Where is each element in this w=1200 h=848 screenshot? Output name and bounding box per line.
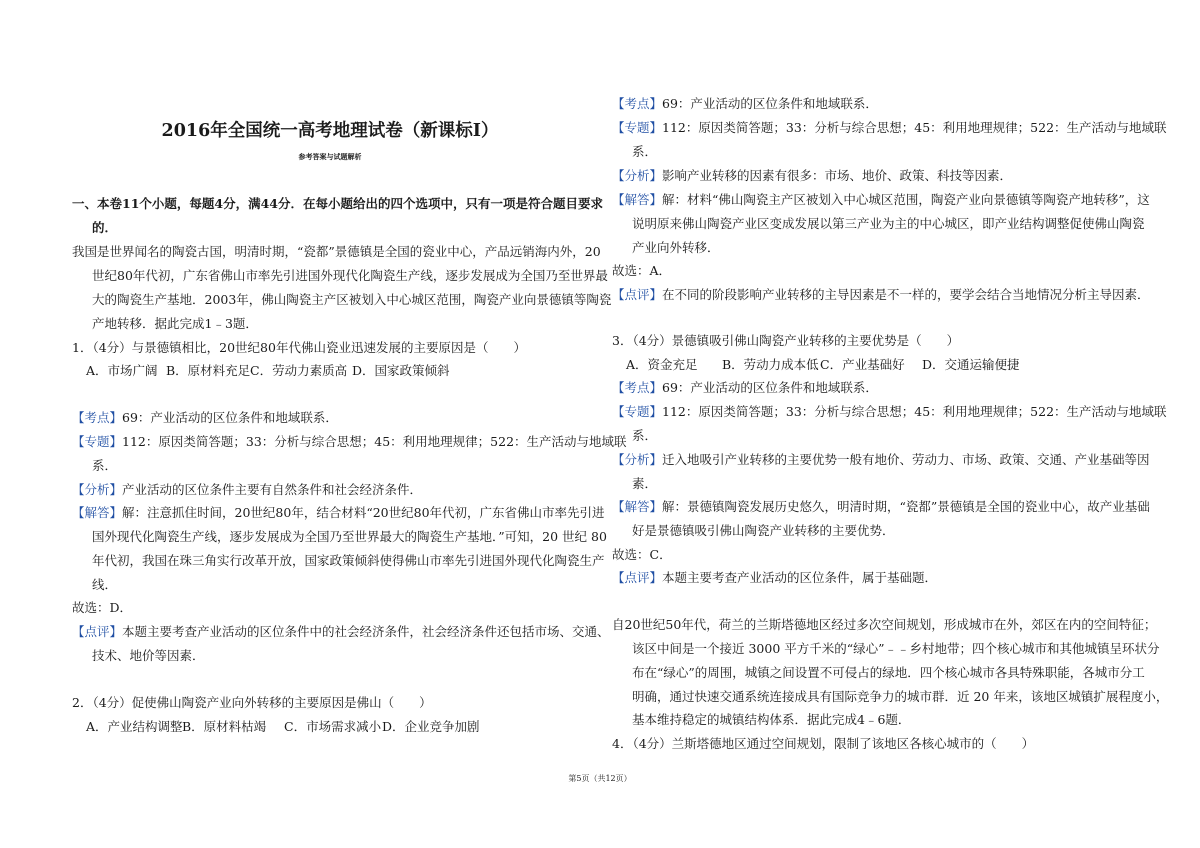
- q3-answer: 故选：C．: [612, 547, 672, 562]
- q2-zhuanti: 【专题】112：原因类简答题；33：分析与综合思想；45：利用地理规律；522：生产活动与地域联: [612, 120, 1167, 135]
- q3-zhuanti: 【专题】112：原因类简答题；33：分析与综合思想；45：利用地理规律；522：生产活动与地域联: [612, 404, 1167, 419]
- section-heading: 一、本卷11个小题，每题4分，满44分．在每小题给出的四个选项中，只有一项是符合题目要求: [72, 196, 603, 211]
- page-subtitle: 参考答案与试题解析: [298, 152, 362, 161]
- q1-jieda-cont: 线．: [92, 577, 118, 592]
- q2-kaodian: 【考点】69：产业活动的区位条件和地域联系．: [612, 96, 878, 111]
- passage2-line: 该区中间是一个接近 3000 平方千米的“绿心”﹣﹣乡村地带；四个核心城市和其他城镇呈环状分: [632, 641, 1160, 656]
- q1-fenxi: 【分析】产业活动的区位条件主要有自然条件和社会经济条件．: [72, 482, 423, 497]
- option-a: A．产业结构调整: [86, 719, 183, 734]
- zhuanti-tag: 【专题】: [612, 404, 663, 419]
- q2-dianping: 【点评】在不同的阶段影响产业转移的主导因素是不一样的，要学会结合当地情况分析主导因素．: [612, 287, 1150, 302]
- jieda-tag: 【解答】: [612, 499, 663, 514]
- passage2-line: 基本维持稳定的城镇结构体系．据此完成4﹣6题．: [632, 712, 911, 727]
- kaodian-tag: 【考点】: [72, 410, 123, 425]
- question-2-stem: 2．（4分）促使佛山陶瓷产业向外转移的主要原因是佛山（ ）: [72, 695, 432, 710]
- q1-zhuanti-cont: 系．: [92, 458, 118, 473]
- zhuanti-tag: 【专题】: [612, 120, 663, 135]
- option-a: A．资金充足: [626, 357, 698, 372]
- option-d: D．国家政策倾斜: [352, 363, 450, 378]
- passage1-line: 产地转移．据此完成1﹣3题．: [92, 316, 258, 331]
- q2-answer: 故选：A．: [612, 263, 672, 278]
- fenxi-tag: 【分析】: [612, 452, 663, 467]
- passage1-line: 大的陶瓷生产基地．2003年，佛山陶瓷主产区被划入中心城区范围，陶瓷产业向景德镇等陶瓷: [92, 292, 612, 307]
- page-footer: 第5页（共12页）: [568, 774, 632, 783]
- jieda-tag: 【解答】: [72, 505, 123, 520]
- option-a: A．市场广阔: [86, 363, 158, 378]
- option-d: D．交通运输便捷: [922, 357, 1020, 372]
- passage1-line: 世纪80年代初，广东省佛山市率先引进国外现代化陶瓷生产线，逐步发展成为全国乃至世界最: [92, 268, 608, 283]
- passage2-line: 明确，通过快速交通系统连接成具有国际竞争力的城市群．近 20 年来，该地区城镇扩展程度小，: [632, 689, 1169, 704]
- option-b: B．劳动力成本低: [722, 357, 819, 372]
- q3-fenxi-cont: 素．: [632, 476, 658, 491]
- q1-dianping-cont: 技术、地价等因素．: [92, 648, 205, 663]
- q2-fenxi: 【分析】影响产业转移的因素有很多：市场、地价、政策、科技等因素．: [612, 168, 1013, 183]
- q3-fenxi: 【分析】迁入地吸引产业转移的主要优势一般有地价、劳动力、市场、政策、交通、产业基础等因: [612, 452, 1150, 467]
- kaodian-tag: 【考点】: [612, 380, 663, 395]
- q1-jieda-cont: 年代初，我国在珠三角实行改革开放，国家政策倾斜使得佛山市率先引进国外现代化陶瓷生产: [92, 553, 605, 568]
- q3-kaodian: 【考点】69：产业活动的区位条件和地域联系．: [612, 380, 878, 395]
- dianping-tag: 【点评】: [72, 624, 123, 639]
- question-1-options: [86, 363, 450, 379]
- q2-jieda: 【解答】解：材料“佛山陶瓷主产区被划入中心城区范围，陶瓷产业向景德镇等陶瓷产地转移”，这: [612, 192, 1150, 207]
- option-c: C．产业基础好: [820, 357, 905, 372]
- passage2-line: 自20世纪50年代，荷兰的兰斯塔德地区经过多次空间规划，形成城市在外，郊区在内的空间特征；: [612, 617, 1157, 632]
- q3-jieda-cont: 好是景德镇吸引佛山陶瓷产业转移的主要优势．: [632, 523, 895, 538]
- q3-dianping: 【点评】本题主要考查产业活动的区位条件，属于基础题．: [612, 570, 938, 585]
- q1-zhuanti: 【专题】112：原因类简答题；33：分析与综合思想；45：利用地理规律；522：生产活动与地域联: [72, 434, 627, 449]
- q1-kaodian: 【考点】69：产业活动的区位条件和地域联系．: [72, 410, 338, 425]
- passage2-line: 布在“绿心”的周围，城镇之间设置不可侵占的绿地．四个核心城市各具特殊职能，各城市分工: [632, 665, 1145, 680]
- q1-jieda: 【解答】解：注意抓住时间，20世纪80年，结合材料“20世纪80年代初，广东省佛山市率先引进: [72, 505, 605, 520]
- section-heading-cont: 的．: [92, 220, 118, 235]
- q3-zhuanti-cont: 系．: [632, 428, 658, 443]
- kaodian-tag: 【考点】: [612, 96, 663, 111]
- q3-jieda: 【解答】解：景德镇陶瓷发展历史悠久，明清时期，“瓷都”景德镇是全国的瓷业中心，故产业基础: [612, 499, 1150, 514]
- q1-dianping: 【点评】本题主要考查产业活动的区位条件中的社会经济条件，社会经济条件还包括市场、交通、: [72, 624, 610, 639]
- option-b: B．原材料充足: [166, 363, 251, 378]
- passage1-line: 我国是世界闻名的陶瓷古国，明清时期，“瓷都”景德镇是全国的瓷业中心，产品远销海内外，20: [72, 244, 601, 259]
- option-b: B．原材料枯竭: [182, 719, 267, 734]
- question-3-options: [626, 357, 1020, 373]
- dianping-tag: 【点评】: [612, 287, 663, 302]
- q1-jieda-cont: 国外现代化陶瓷生产线，逐步发展成为全国乃至世界最大的陶瓷生产基地．”可知，20 世纪 80: [92, 529, 607, 544]
- jieda-tag: 【解答】: [612, 192, 663, 207]
- page-title: 2016年全国统一高考地理试卷（新课标Ⅰ）: [161, 121, 499, 141]
- question-4-stem: 4．（4分）兰斯塔德地区通过空间规划，限制了该地区各核心城市的（ ）: [612, 736, 1035, 751]
- q2-jieda-cont: 产业向外转移．: [632, 240, 720, 255]
- option-c: C．市场需求减小: [284, 719, 382, 734]
- question-2-options: [86, 719, 480, 735]
- fenxi-tag: 【分析】: [72, 482, 123, 497]
- q1-answer: 故选：D．: [72, 600, 133, 615]
- question-1-stem: 1．（4分）与景德镇相比，20世纪80年代佛山瓷业迅速发展的主要原因是（ ）: [72, 340, 526, 355]
- fenxi-tag: 【分析】: [612, 168, 663, 183]
- q2-zhuanti-cont: 系．: [632, 144, 658, 159]
- option-c: C．劳动力素质高: [250, 363, 348, 378]
- dianping-tag: 【点评】: [612, 570, 663, 585]
- option-d: D．企业竞争加剧: [382, 719, 480, 734]
- question-3-stem: 3．（4分）景德镇吸引佛山陶瓷产业转移的主要优势是（ ）: [612, 333, 960, 348]
- zhuanti-tag: 【专题】: [72, 434, 123, 449]
- q2-jieda-cont: 说明原来佛山陶瓷产业区变成发展以第三产业为主的中心城区，即产业结构调整促使佛山陶瓷: [632, 216, 1145, 231]
